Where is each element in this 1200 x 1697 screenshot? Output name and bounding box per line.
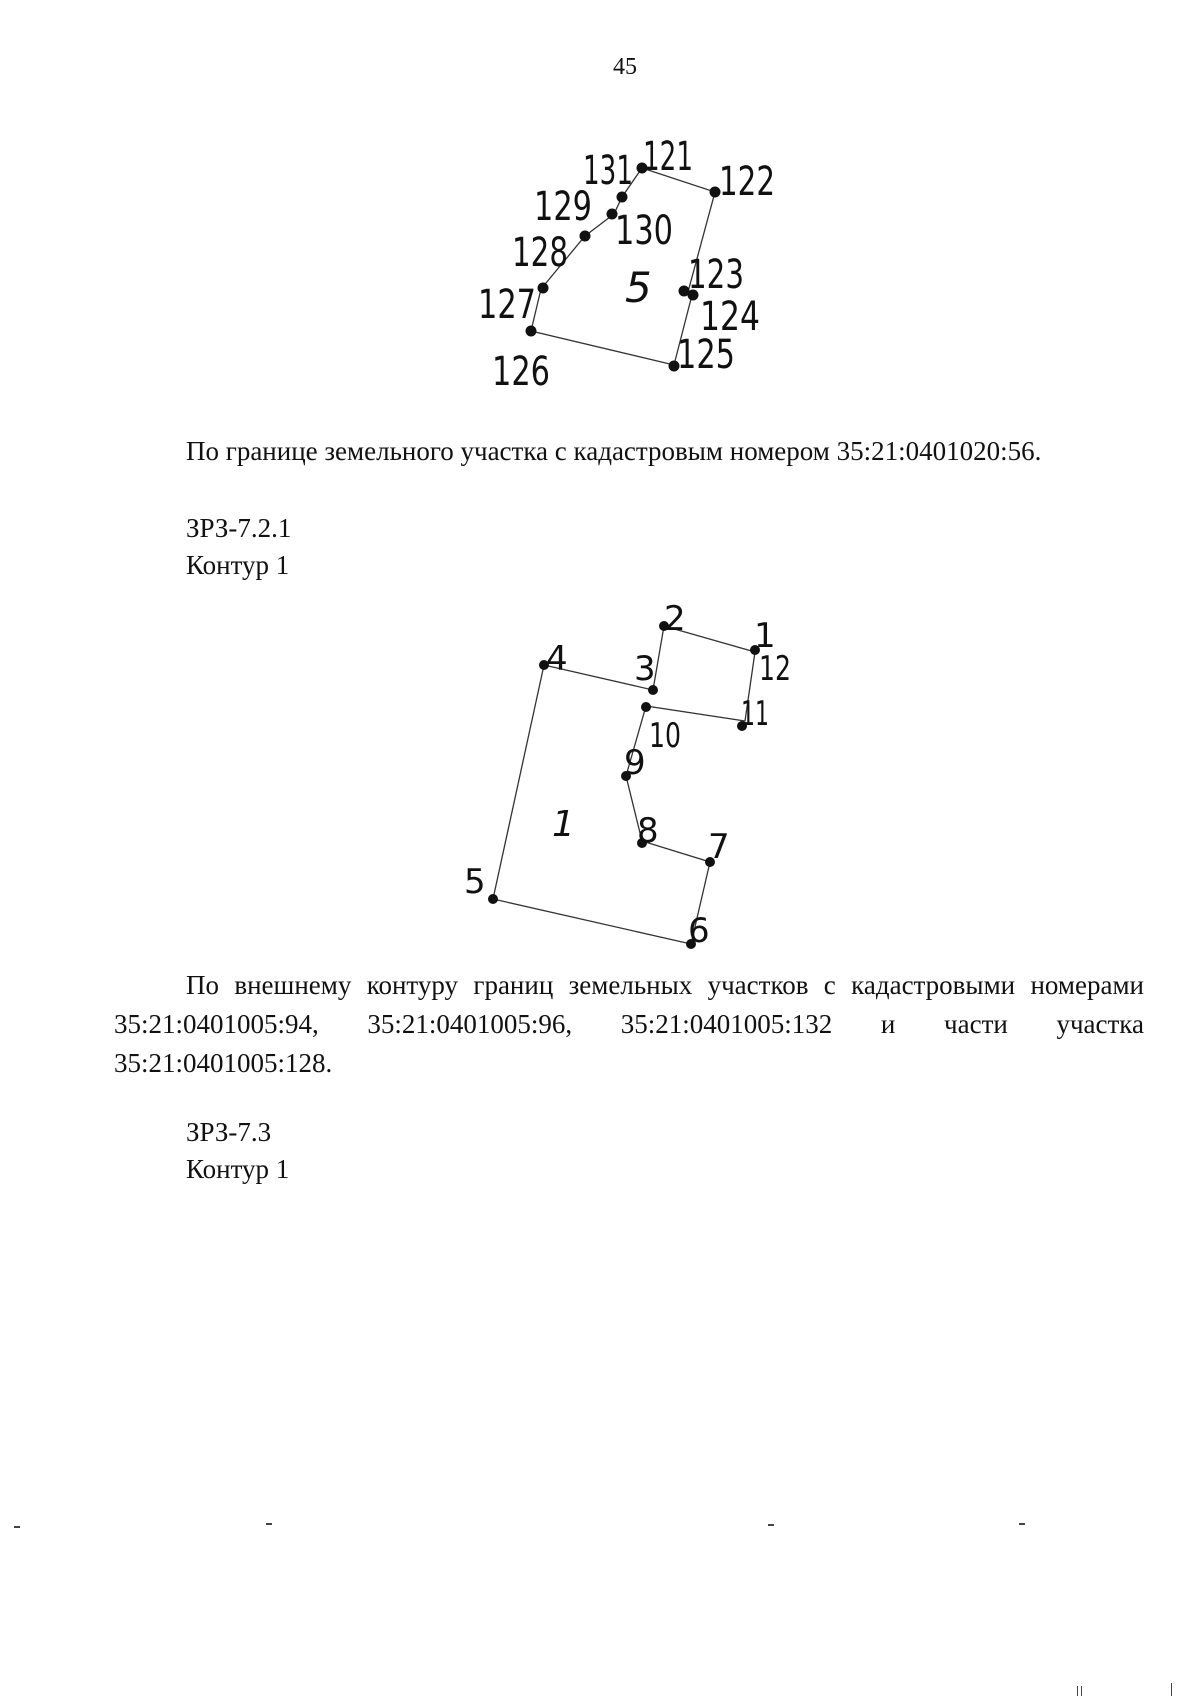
boundary-description-2 <box>114 966 1144 1083</box>
point-label-121: 121 <box>643 134 693 180</box>
point-label-125: 125 <box>677 332 735 378</box>
point-label-10: 10 <box>649 716 681 756</box>
diagram-plot-1-points <box>488 621 760 949</box>
point-label-124: 124 <box>700 294 760 340</box>
area-label-1: 1 <box>552 804 575 845</box>
scan-artifact <box>768 1524 774 1526</box>
point-label-8: 8 <box>637 811 659 851</box>
contour-label: Контур 1 <box>186 550 290 580</box>
boundary-description-2-text: По внешнему контуру границ земельных участков с кадастровыми номерами 35:21:0401005:94, 35:21:0401005:96, 35:21:0401005:132 и части участка 35:21:0401005:128. <box>114 970 1144 1078</box>
point-label-5: 5 <box>464 862 486 902</box>
page-number: 45 <box>613 54 637 80</box>
diagram-plot-1 <box>493 626 755 944</box>
boundary-point-128 <box>580 231 591 242</box>
point-label-122: 122 <box>719 159 775 205</box>
point-label-131: 131 <box>583 148 633 194</box>
point-label-130: 130 <box>615 208 673 254</box>
scan-artifact <box>1081 1686 1082 1696</box>
point-label-1: 1 <box>754 616 776 656</box>
scan-artifact <box>14 1526 20 1528</box>
scan-artifact <box>1077 1686 1078 1696</box>
boundary-point-5 <box>488 894 498 904</box>
point-label-6: 6 <box>688 911 710 951</box>
zone-code: ЗРЗ-7.3 <box>186 1117 272 1147</box>
scan-artifact <box>266 1523 272 1525</box>
diagram-plot-5-labels <box>478 134 775 395</box>
boundary-line-plot-1 <box>493 626 755 944</box>
point-label-126: 126 <box>492 349 550 395</box>
section-heading-zrz-7-2-1 <box>186 510 291 584</box>
diagram-plot-1-labels <box>464 599 791 951</box>
boundary-point-127 <box>538 283 549 294</box>
point-label-9: 9 <box>624 743 646 783</box>
scan-artifact <box>1019 1523 1025 1525</box>
point-label-129: 129 <box>534 184 592 230</box>
point-label-11: 11 <box>741 694 769 734</box>
boundary-point-10 <box>641 702 651 712</box>
zone-code: ЗРЗ-7.2.1 <box>186 513 292 543</box>
point-label-128: 128 <box>512 230 568 276</box>
point-label-127: 127 <box>478 282 536 328</box>
section-heading-zrz-7-3 <box>186 1114 289 1188</box>
point-label-12: 12 <box>759 649 791 689</box>
point-label-4: 4 <box>546 639 568 679</box>
point-label-7: 7 <box>708 827 730 867</box>
contour-label: Контур 1 <box>186 1154 290 1184</box>
scan-artifact <box>1171 1683 1172 1696</box>
point-label-3: 3 <box>634 649 656 689</box>
point-label-2: 2 <box>664 599 686 639</box>
point-label-123: 123 <box>688 252 744 298</box>
boundary-description-1: По границе земельного участка с кадастровым номером 35:21:0401020:56. <box>186 436 1042 466</box>
area-label-5: 5 <box>625 263 652 312</box>
